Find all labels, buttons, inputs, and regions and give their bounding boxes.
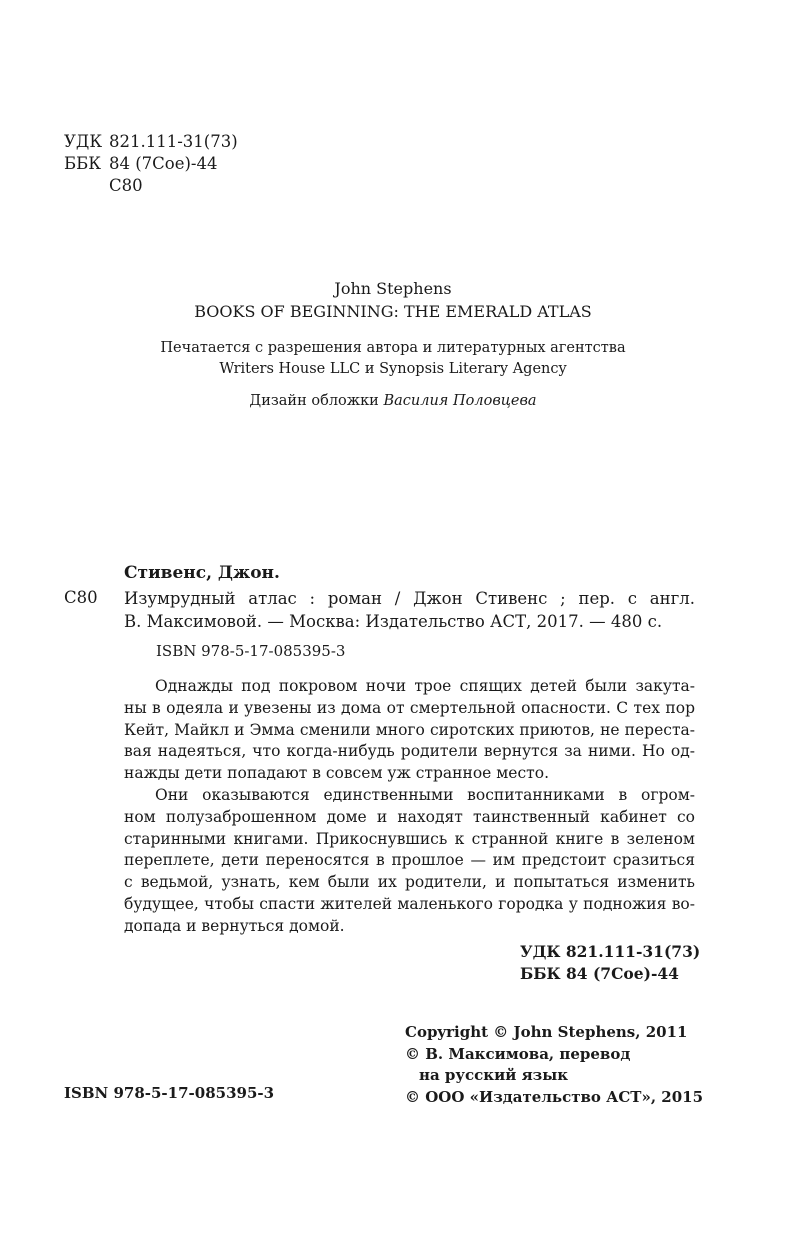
bbk-label: ББК xyxy=(64,154,102,173)
record-line: Изумрудный атлас : роман / Джон Стивенс ; пер. с англ. xyxy=(124,589,695,608)
abstract-line: старинными книгами. Прикоснувшись к странной книге в зеленом xyxy=(124,829,695,848)
bbk-row xyxy=(64,153,238,175)
copyright-line: © В. Максимова, перевод xyxy=(405,1044,631,1063)
abstract-line: ном полузаброшенном доме и находят таинственный кабинет со xyxy=(124,807,695,826)
original-title: BOOKS OF BEGINNING: THE EMERALD ATLAS xyxy=(194,302,592,321)
udk-label: УДК xyxy=(64,132,103,151)
record-code: С80 xyxy=(64,588,98,607)
design-label: Дизайн обложки xyxy=(249,393,384,409)
permission-line: Печатается с разрешения автора и литературных агентства xyxy=(160,340,626,356)
index-block xyxy=(520,941,700,985)
author-mark: С80 xyxy=(109,176,143,195)
record-heading: Стивенс, Джон. xyxy=(124,563,280,583)
abstract-line: вая надеяться, что когда-нибудь родители вернутся за ними. Но од- xyxy=(124,742,695,761)
cover-design-credit xyxy=(0,393,786,409)
udk-index: УДК 821.111-31(73) xyxy=(520,942,701,961)
copyright-line: Copyright © John Stephens, 2011 xyxy=(405,1023,688,1041)
udk-row xyxy=(64,131,238,153)
abstract-line: с ведьмой, узнать, кем были их родители, и попытаться изменить xyxy=(124,873,695,892)
record-description xyxy=(124,587,695,633)
udk-value: 821.111-31(73) xyxy=(109,132,238,151)
abstract xyxy=(124,676,695,938)
permission-line: Writers House LLC и Synopsis Literary Agency xyxy=(219,361,567,377)
abstract-line: Кейт, Майкл и Эмма сменили много сиротских приютов, не переста- xyxy=(124,720,695,739)
abstract-line: ны в одеяла и увезены из дома от смертельной опасности. С тех пор xyxy=(124,698,695,717)
bbk-value: 84 (7Сое)-44 xyxy=(109,154,218,173)
isbn-bottom: ISBN 978-5-17-085395-3 xyxy=(64,1084,275,1102)
abstract-line: нажды дети попадают в совсем уж странное место. xyxy=(124,764,549,783)
designer-name: Василия Половцева xyxy=(383,393,537,409)
record-line: В. Максимовой. — Москва: Издательство АСТ, 2017. — 480 с. xyxy=(124,612,663,631)
author-mark-row xyxy=(64,175,238,197)
abstract-line: переплете, дети переносятся в прошлое — им предстоит сразиться xyxy=(124,851,695,870)
abstract-line: будущее, чтобы спасти жителей маленького городка у подножия во- xyxy=(124,894,695,913)
permission-note xyxy=(0,338,786,380)
record-isbn: ISBN 978-5-17-085395-3 xyxy=(156,642,346,660)
copyright-block xyxy=(405,1022,703,1108)
abstract-line: Они оказываются единственными воспитанниками в огром- xyxy=(155,785,695,804)
classification-block xyxy=(64,131,238,197)
copyright-line: на русский язык xyxy=(419,1066,569,1084)
abstract-line: допада и вернуться домой. xyxy=(124,916,345,935)
copyright-line: © ООО «Издательство АСТ», 2015 xyxy=(405,1087,704,1106)
abstract-line: Однажды под покровом ночи трое спящих детей были закута- xyxy=(155,677,695,695)
bbk-index: ББК 84 (7Сое)-44 xyxy=(520,964,679,983)
original-author: John Stephens xyxy=(334,279,452,298)
